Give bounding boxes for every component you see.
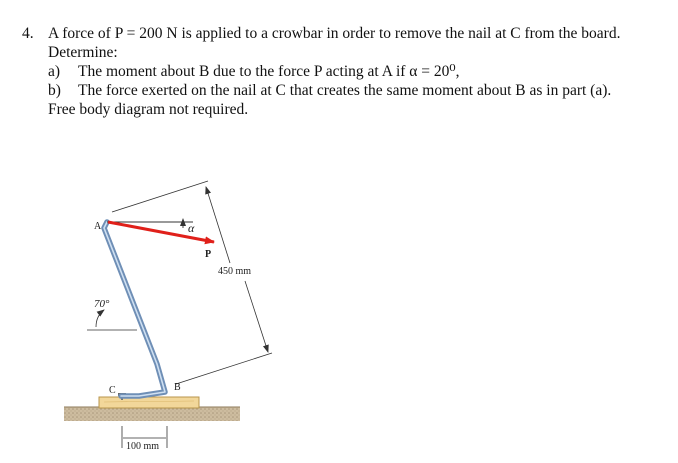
- ground: [64, 407, 240, 421]
- label-alpha: α: [188, 221, 195, 235]
- angle-label: 70°: [94, 298, 110, 310]
- label-a: A: [94, 221, 102, 232]
- dimension-line-long-2: [245, 281, 268, 352]
- label-c: C: [109, 385, 116, 396]
- extension-line-top: [112, 181, 208, 212]
- problem-number: 4.: [22, 25, 34, 42]
- board: [99, 397, 199, 408]
- problem-text: A force of P = 200 N is applied to a crowbar in order to remove the nail at C from the board.: [48, 25, 621, 42]
- label-b: B: [174, 382, 181, 393]
- force-p-arrow: [108, 222, 214, 242]
- dim-100: 100 mm: [126, 441, 160, 452]
- part-b-label: b): [48, 82, 61, 99]
- part-b-text: The force exerted on the nail at C that creates the same moment about B as in part (a).: [78, 82, 612, 99]
- part-a-text: The moment about B due to the force P acting at A if α = 20⁰,: [78, 63, 460, 80]
- extension-line-bottom: [176, 353, 272, 384]
- note: Free body diagram not required.: [48, 101, 249, 118]
- crowbar: [104, 222, 165, 396]
- dim-450: 450 mm: [218, 266, 252, 277]
- determine-label: Determine:: [48, 44, 118, 61]
- part-a-label: a): [48, 63, 61, 80]
- angle-arc: [96, 310, 104, 327]
- label-p: P: [205, 249, 212, 260]
